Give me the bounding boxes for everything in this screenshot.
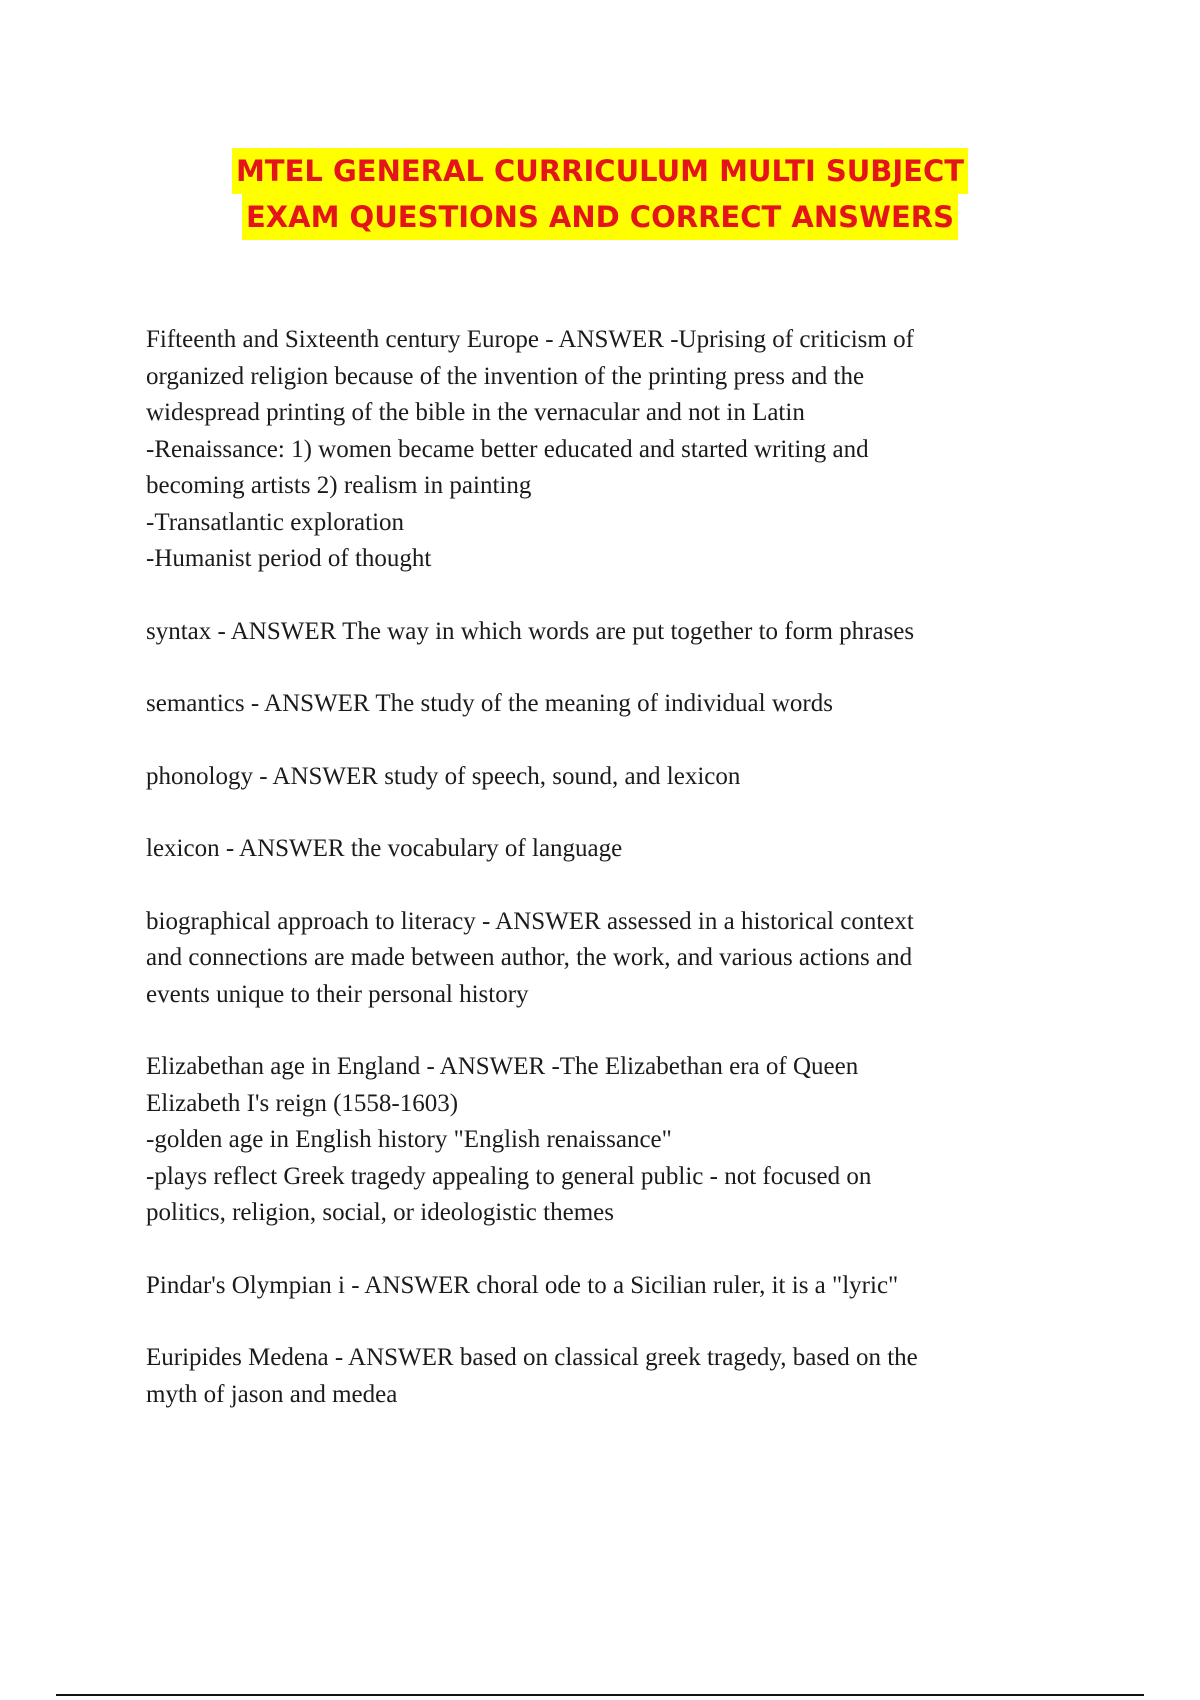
qa-entry-elizabethan bbox=[146, 1049, 1046, 1232]
qa-text-line: events unique to their personal history bbox=[146, 980, 529, 1008]
qa-text-line: Elizabethan age in England - ANSWER -The Elizabethan era of Queen bbox=[146, 1053, 859, 1080]
qa-text-line: lexicon - ANSWER the vocabulary of language bbox=[146, 835, 623, 862]
qa-entry-syntax bbox=[146, 614, 1046, 651]
qa-text-line: -Humanist period of thought bbox=[146, 545, 432, 572]
qa-entry-biographical bbox=[146, 904, 1046, 1014]
qa-text-line: biographical approach to literacy - ANSWER assessed in a historical context bbox=[146, 907, 914, 935]
qa-text-line: syntax - ANSWER The way in which words are put together to form phrases bbox=[146, 617, 915, 645]
title-line-1: MTEL GENERAL CURRICULUM MULTI SUBJECT bbox=[232, 148, 968, 194]
qa-entry-europe bbox=[146, 322, 1046, 578]
qa-text-line: organized religion because of the invention of the printing press and the bbox=[146, 362, 865, 390]
qa-text-line: and connections are made between author, the work, and various actions and bbox=[146, 944, 913, 971]
qa-text-line: politics, religion, social, or ideologistic themes bbox=[146, 1199, 614, 1226]
qa-text-line: semantics - ANSWER The study of the meaning of individual words bbox=[146, 690, 833, 717]
qa-text-line: widespread printing of the bible in the vernacular and not in Latin bbox=[146, 399, 805, 426]
qa-text-line: -Renaissance: 1) women became better educated and started writing and bbox=[146, 435, 869, 463]
document-title bbox=[0, 148, 1200, 240]
qa-entry-pindar bbox=[146, 1268, 1046, 1305]
qa-text-line: Elizabeth I's reign (1558-1603) bbox=[146, 1089, 459, 1117]
qa-text-line: Fifteenth and Sixteenth century Europe - ANSWER -Uprising of criticism of bbox=[146, 326, 914, 353]
qa-text-line: -golden age in English history "English renaissance" bbox=[146, 1126, 672, 1153]
qa-entry-euripides bbox=[146, 1340, 1046, 1413]
qa-entry-lexicon bbox=[146, 831, 1046, 868]
qa-text-line: phonology - ANSWER study of speech, sound, and lexicon bbox=[146, 762, 741, 790]
qa-list bbox=[146, 322, 1046, 1449]
qa-entry-phonology bbox=[146, 759, 1046, 796]
title-line-2: EXAM QUESTIONS AND CORRECT ANSWERS bbox=[242, 194, 958, 240]
qa-text-line: Euripides Medena - ANSWER based on classical greek tragedy, based on the bbox=[146, 1344, 918, 1371]
qa-text-line: myth of jason and medea bbox=[146, 1380, 398, 1408]
qa-text-line: becoming artists 2) realism in painting bbox=[146, 472, 532, 499]
page-bottom-divider bbox=[56, 1694, 1144, 1696]
qa-text-line: -Transatlantic exploration bbox=[146, 508, 405, 536]
qa-text-line: Pindar's Olympian i - ANSWER choral ode to a Sicilian ruler, it is a "lyric" bbox=[146, 1271, 899, 1299]
qa-entry-semantics bbox=[146, 686, 1046, 723]
qa-text-line: -plays reflect Greek tragedy appealing to general public - not focused on bbox=[146, 1162, 872, 1190]
